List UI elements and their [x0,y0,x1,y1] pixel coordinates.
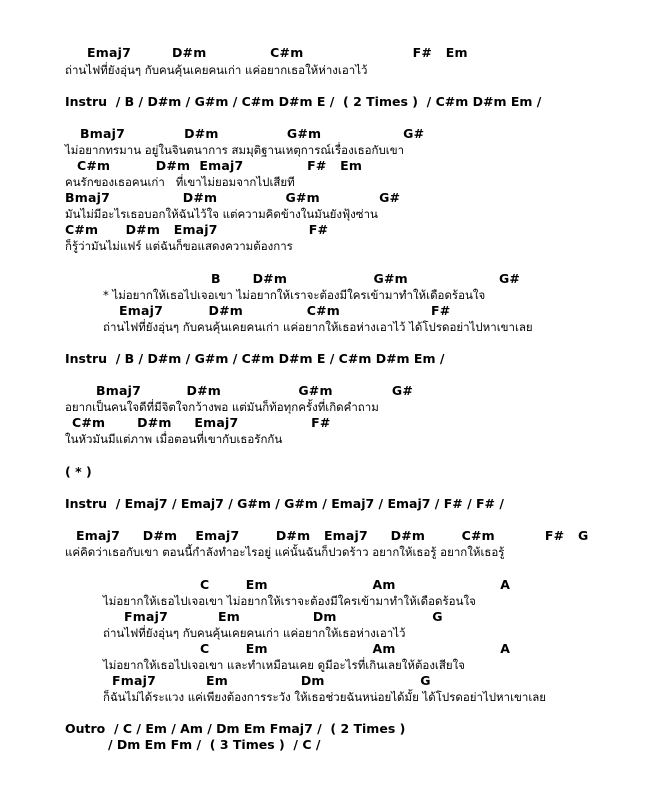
chord-line: Emaj7 D#m C#m F# Em [87,45,468,60]
chord-line: C#m D#m Emaj7 F# [65,222,329,237]
lyric-line: ถ่านไฟที่ยังอุ่นๆ กับคนคุ้นเคยคนเก่า แค่อยากให้เธอห่างเอาไว้ [103,626,406,640]
lyric-line: แค่คิดว่าเธอกับเขา ตอนนี้กำลังทำอะไรอยู่ แค่นั้นฉันก็ปวดร้าว อยากให้เธอรู้ อยากให้เธอรู้ [65,545,505,559]
chord-line: C Em Am A [200,641,511,656]
chord-line: B D#m G#m G# [211,271,521,286]
chord-line: C#m D#m Emaj7 F# Em [77,158,363,173]
lyric-line: มันไม่มีอะไรเธอบอกให้ฉันไว้ใจ แต่ความคิดข้างในมันยังฟุ้งซ่าน [65,207,378,221]
instrumental-line: Instru / Emaj7 / Emaj7 / G#m / G#m / Emaj7 / Emaj7 / F# / F# / [65,496,504,511]
lyric-line: ในหัวมันมีแต่ภาพ เมื่อตอนที่เขากับเธอรักกัน [65,432,283,446]
chord-line: Bmaj7 D#m G#m G# [80,126,425,141]
lyric-line: ไม่อยากทรมาน อยู่ในจินตนาการ สมมุติฐานเหตุการณ์เรื่องเธอกับเขา [65,143,405,157]
outro-line: Outro / C / Em / Am / Dm Em Fmaj7 / ( 2 Times ) [65,721,406,736]
lyric-line: ไม่อยากให้เธอไปเจอเขา และทำเหมือนเคย ดูมีอะไรที่เกินเลยให้ต้องเสียใจ [103,658,465,672]
lyric-line: อยากเป็นคนใจดีที่มีจิตใจกว้างพอ แต่มันก็ท้อทุกครั้งที่เกิดคำถาม [65,400,379,414]
chord-line: Bmaj7 D#m G#m G# [96,383,414,398]
chord-line: Fmaj7 Em Dm G [124,609,443,624]
lyric-line: ก็ฉันไม่ได้ระแวง แค่เพียงต้องการระวัง ให้เธอช่วยฉันหน่อยได้มั้ย ได้โปรดอย่าไปหาเขาเลย [103,690,547,704]
lyric-line: ถ่านไฟที่ยังอุ่นๆ กับคนคุ้นเคยคนเก่า แค่อยากให้เธอห่างเอาไว้ ได้โปรดอย่าไปหาเขาเลย [103,320,533,334]
outro-line: / Dm Em Fm / ( 3 Times ) / C / [108,737,321,752]
chord-line: Emaj7 D#m Emaj7 D#m Emaj7 D#m C#m F# G [76,528,589,543]
lyric-line: ถ่านไฟที่ยังอุ่นๆ กับคนคุ้นเคยคนเก่า แค่อยากเธอให้ห่างเอาไว้ [65,63,368,77]
chord-line: Fmaj7 Em Dm G [112,673,431,688]
lyric-line: * ไม่อยากให้เธอไปเจอเขา ไม่อยากให้เราจะต้องมีใครเข้ามาทำให้เดือดร้อนใจ [103,288,486,302]
chord-line: Bmaj7 D#m G#m G# [65,190,401,205]
instrumental-line: Instru / B / D#m / G#m / C#m D#m E / C#m D#m Em / [65,351,445,366]
instrumental-line: Instru / B / D#m / G#m / C#m D#m E / ( 2 Times ) / C#m D#m Em / [65,94,542,109]
lyric-line: คนรักของเธอคนเก่า ที่เขาไม่ยอมจากไปเสียที [65,175,295,189]
chord-line: Emaj7 D#m C#m F# [119,303,451,318]
chord-line: C#m D#m Emaj7 F# [72,415,331,430]
lyric-line: ไม่อยากให้เธอไปเจอเขา ไม่อยากให้เราจะต้องมีใครเข้ามาทำให้เดือดร้อนใจ [103,594,476,608]
repeat-chorus-marker: ( * ) [65,464,92,479]
lyric-line: ก็รู้ว่ามันไม่แฟร์ แต่ฉันก็ขอแสดงความต้องการ [65,239,293,253]
chord-line: C Em Am A [200,577,511,592]
